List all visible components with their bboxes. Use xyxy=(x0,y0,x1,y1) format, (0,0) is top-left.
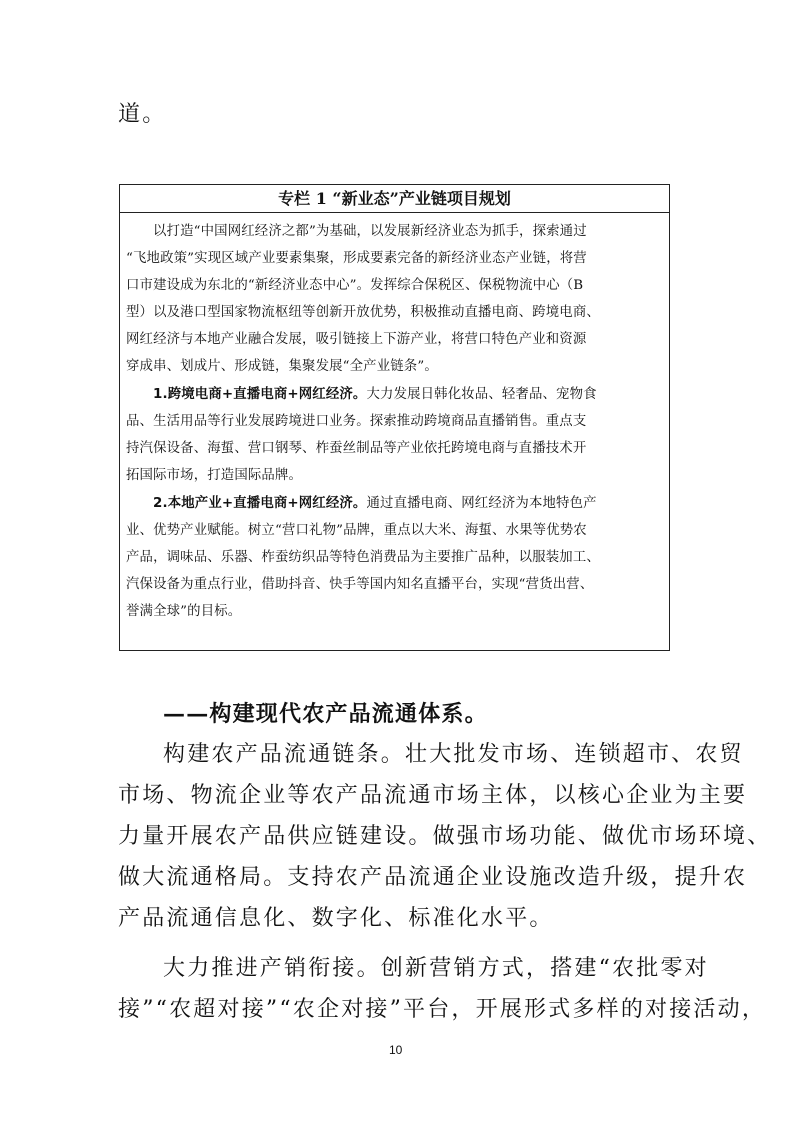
sidebar-intro-line: 网红经济与本地产业融合发展，吸引链接上下游产业，将营口特色产业和资源 xyxy=(126,332,587,347)
sidebar-intro-line: 型）以及港口型国家物流枢纽等创新开放优势，积极推动直播电商、跨境电商、 xyxy=(126,305,600,320)
paragraph-line: 接”“农超对接”“农企对接”平台，开展形式多样的对接活动， xyxy=(118,997,767,1022)
paragraph-line: 市场、物流企业等农产品流通市场主体，以核心企业为主要 xyxy=(118,783,748,808)
sidebar-item2-line: 产品，调味品、乐器、柞蚕纺织品等特色消费品为主要推广品种，以服装加工、 xyxy=(126,550,600,565)
carryover-text: 道。 xyxy=(118,102,167,127)
sidebar-title: 专栏 1 “新业态”产业链项目规划 xyxy=(120,185,669,213)
sidebar-intro-line: 口市建设成为东北的“新经济业态中心”。发挥综合保税区、保税物流中心（B xyxy=(126,278,584,293)
sidebar-item2-heading: 2.本地产业+直播电商+网红经济。 xyxy=(153,496,367,511)
page-number: 10 xyxy=(389,1043,403,1057)
sidebar-item1-line: 品、生活用品等行业发展跨境进口业务。探索推动跨境商品直播销售。重点支 xyxy=(126,414,587,429)
section-heading: ——构建现代农产品流通体系。 xyxy=(163,701,488,727)
sidebar-item1-heading: 1.跨境电商+直播电商+网红经济。 xyxy=(153,387,367,402)
sidebar-item1-first-rest: 大力发展日韩化妆品、轻奢品、宠物食 xyxy=(366,387,597,402)
sidebar-item2-line: 业、优势产业赋能。树立“营口礼物”品牌，重点以大米、海蜇、水果等优势农 xyxy=(126,523,587,538)
paragraph-line: 力量开展农产品供应链建设。做强市场功能、做优市场环境、 xyxy=(118,824,772,849)
sidebar-item2-line: 汽保设备为重点行业，借助抖音、快手等国内知名直播平台，实现“营货出营、 xyxy=(126,577,594,592)
paragraph-line: 大力推进产销衔接。创新营销方式，搭建“农批零对 xyxy=(163,956,709,981)
sidebar-intro-line: 穿成串、划成片、形成链，集聚发展“全产业链条”。 xyxy=(126,359,438,374)
sidebar-intro-line: 以打造“中国网红经济之都”为基础，以发展新经济业态为抓手，探索通过 xyxy=(153,224,587,239)
sidebar-item2-line: 誉满全球”的目标。 xyxy=(126,604,242,619)
sidebar-item1-first-line xyxy=(153,388,597,401)
sidebar-item1-line: 持汽保设备、海蜇、营口钢琴、柞蚕丝制品等产业依托跨境电商与直播技术开 xyxy=(126,441,587,456)
paragraph-line: 做大流通格局。支持农产品流通企业设施改造升级，提升农 xyxy=(118,865,748,890)
sidebar-intro-line: “飞地政策”实现区域产业要素集聚，形成要素完备的新经济业态产业链，将营 xyxy=(126,251,587,266)
sidebar-item2-first-rest: 通过直播电商、网红经济为本地特色产 xyxy=(366,496,597,511)
sidebar-item2-first-line xyxy=(153,497,597,510)
sidebar-box xyxy=(119,184,670,651)
sidebar-item1-line: 拓国际市场，打造国际品牌。 xyxy=(126,468,303,483)
paragraph-line: 构建农产品流通链条。壮大批发市场、连锁超市、农贸 xyxy=(163,742,744,767)
paragraph-line: 产品流通信息化、数字化、标准化水平。 xyxy=(118,906,554,931)
